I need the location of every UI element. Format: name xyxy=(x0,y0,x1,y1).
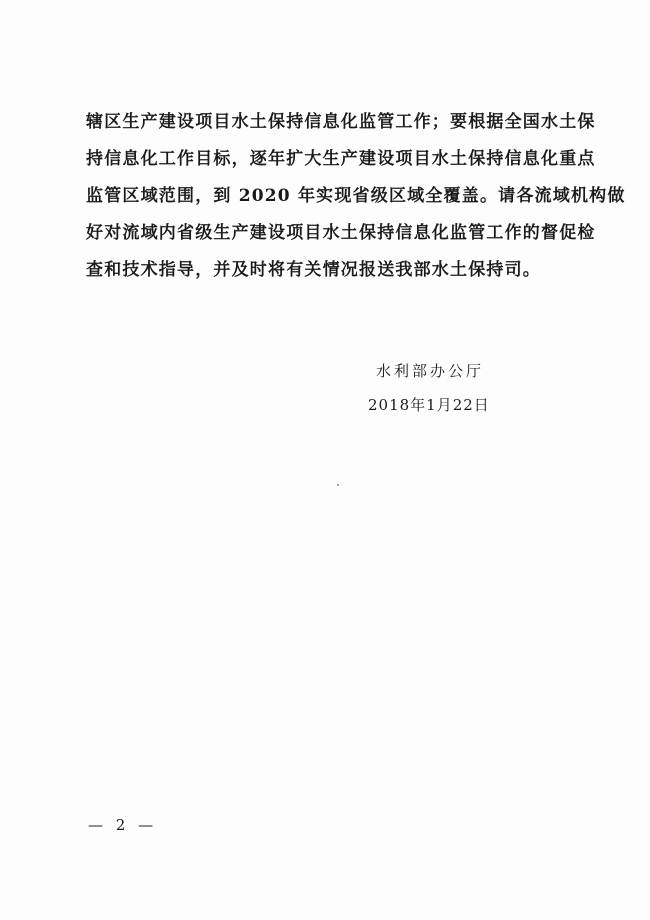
scan-speck xyxy=(337,484,339,486)
body-line-1: 辖区生产建设项目水土保持信息化监管工作；要根据全国水土保 xyxy=(86,112,596,132)
body-paragraph xyxy=(86,104,626,289)
body-line-3: 监管区域范围，到 2020 年实现省级区域全覆盖。请各流域机构做 xyxy=(86,186,626,206)
issue-date: 2018年1月22日 xyxy=(368,396,490,414)
issuing-organization: 水利部办公厅 xyxy=(376,362,485,380)
body-line-5: 查和技术指导，并及时将有关情况报送我部水土保持司。 xyxy=(86,260,541,280)
signature-block xyxy=(368,356,568,420)
page-number: — 2 — xyxy=(88,816,158,834)
body-line-2: 持信息化工作目标，逐年扩大生产建设项目水土保持信息化重点 xyxy=(86,149,596,169)
body-line-4: 好对流域内省级生产建设项目水土保持信息化监管工作的督促检 xyxy=(86,223,596,243)
